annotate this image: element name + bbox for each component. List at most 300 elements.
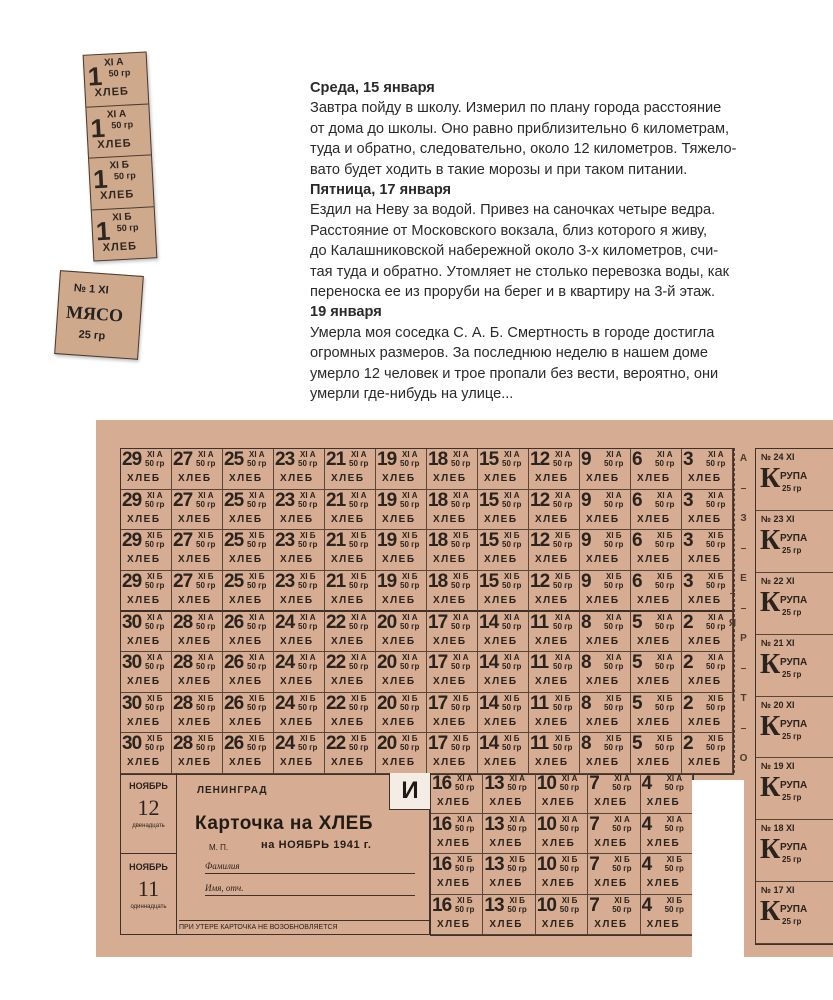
coupon-number: 15 <box>479 530 499 552</box>
coupon-number: 18 <box>428 530 448 552</box>
bread-coupon <box>588 895 640 936</box>
coupon-mark: XI Б <box>606 693 622 703</box>
coupon-mark: XI А <box>708 450 724 459</box>
coupon-number: 23 <box>275 530 295 552</box>
coupon-word: ХЛЕБ <box>535 513 569 525</box>
coupon-mark: XI Б <box>453 734 469 744</box>
coupon-grams: 50 гр <box>612 783 632 792</box>
coupon-number: 22 <box>326 652 346 674</box>
coupon-word: ХЛЕБ <box>229 473 263 484</box>
cereal-coupon-initial: К <box>760 710 781 742</box>
bread-coupon <box>427 530 478 571</box>
coupon-grams: 50 гр <box>706 702 726 712</box>
coupon-number: 12 <box>530 449 550 470</box>
coupon-number: 21 <box>326 449 346 470</box>
coupon-number: 1 <box>95 215 112 246</box>
coupon-mark: XI А <box>504 653 520 663</box>
coupon-grams: 50 гр <box>400 459 420 468</box>
coupon-number: 30 <box>122 611 142 633</box>
bread-coupon <box>641 773 693 814</box>
coupon-grams: 50 гр <box>604 702 624 712</box>
bread-coupon <box>529 449 580 490</box>
coupon-number: 10 <box>536 813 556 835</box>
coupon-word: ХЛЕБ <box>586 676 620 688</box>
coupon-word: ХЛЕБ <box>433 757 467 769</box>
cereal-coupon-initial: К <box>760 648 781 680</box>
coupon-word: ХЛЕБ <box>437 797 471 808</box>
coupon-mark: XI А <box>657 653 673 663</box>
coupon-word: ХЛЕБ <box>102 239 138 254</box>
coupon-number: 25 <box>224 570 244 592</box>
coupon-mark: XI А <box>657 612 673 622</box>
cereal-coupon <box>756 511 833 573</box>
coupon-number: 10 <box>536 773 556 794</box>
coupon-mark: XI Б <box>249 693 265 703</box>
bread-coupon <box>223 652 274 693</box>
coupon-number: 15 <box>479 449 499 470</box>
coupon-word: ХЛЕБ <box>382 635 416 647</box>
coupon-number: 29 <box>122 489 142 511</box>
coupon-word: ХЛЕБ <box>688 473 722 484</box>
month-day: 12 <box>137 795 160 820</box>
bread-coupon <box>631 571 682 612</box>
coupon-mark: XI Б <box>249 571 265 581</box>
bread-coupon <box>641 895 693 936</box>
coupon-word: ХЛЕБ <box>433 554 467 566</box>
coupon-number: 4 <box>641 854 652 875</box>
coupon-grams: 50 гр <box>559 823 580 833</box>
coupon-word: ХЛЕБ <box>484 594 518 606</box>
coupon-number: 12 <box>530 489 550 511</box>
coupon-word: ХЛЕБ <box>127 473 161 484</box>
bread-coupon <box>376 530 427 571</box>
bread-coupon <box>478 693 529 734</box>
cereal-coupon-grams: 25 гр <box>782 855 802 865</box>
bread-coupon <box>631 652 682 693</box>
coupon-number: 8 <box>581 652 591 674</box>
coupon-grams: 50 гр <box>612 904 632 914</box>
coupon-word: ХЛЕБ <box>94 85 130 100</box>
coupon-word: ХЛЕБ <box>637 473 671 484</box>
cereal-coupon-initial: К <box>760 586 781 618</box>
coupon-mark: XI А <box>198 450 214 459</box>
coupon-mark: XI А <box>555 490 571 500</box>
coupon-word: ХЛЕБ <box>178 554 212 566</box>
coupon-word: ХЛЕБ <box>688 757 722 769</box>
coupon-number: 10 <box>536 854 556 875</box>
coupon-number: 12 <box>530 570 550 592</box>
coupon-grams: 50 гр <box>349 702 369 712</box>
coupon-number: 13 <box>484 813 504 835</box>
coupon-grams: 50 гр <box>553 702 573 712</box>
coupon-grams: 50 гр <box>604 540 624 550</box>
coupon-number: 4 <box>641 773 652 794</box>
coupon-number: 5 <box>632 652 642 674</box>
coupon-grams: 50 гр <box>298 621 318 631</box>
bread-ration-card <box>96 420 833 957</box>
cereal-coupon-word: РУПА <box>780 656 808 668</box>
coupon-number: 28 <box>173 733 193 755</box>
coupon-grams: 50 гр <box>400 540 420 550</box>
coupon-number: 30 <box>122 692 142 714</box>
coupon-grams: 50 гр <box>145 662 165 672</box>
cereal-coupon-grams: 25 гр <box>782 607 802 617</box>
cereal-coupon-initial: К <box>760 463 781 494</box>
coupon-mark: XI А <box>402 653 418 663</box>
coupon-number: 21 <box>326 530 346 552</box>
meat-coupon-number: № 1 XI <box>73 282 110 297</box>
coupon-word: ХЛЕБ <box>489 878 523 889</box>
coupon-grams: 50 гр <box>455 783 475 792</box>
coupon-word: ХЛЕБ <box>433 676 467 688</box>
cereal-coupon-word: РУПА <box>780 842 808 854</box>
coupon-word: ХЛЕБ <box>229 757 263 769</box>
coupon-grams: 50 гр <box>451 743 471 753</box>
coupon-word: ХЛЕБ <box>178 676 212 688</box>
coupon-number: 27 <box>173 449 193 470</box>
coupon-word: ХЛЕБ <box>382 757 416 769</box>
coupon-grams: 50 гр <box>664 904 684 914</box>
coupon-grid-lower <box>430 773 694 936</box>
bread-coupon <box>631 612 682 653</box>
coupon-grams: 50 гр <box>298 743 318 753</box>
coupon-word: ХЛЕБ <box>382 676 416 688</box>
bread-coupon <box>172 652 223 693</box>
coupon-mark: XI Б <box>198 571 214 581</box>
coupon-word: ХЛЕБ <box>437 918 471 930</box>
coupon-mark: XI Б <box>147 571 163 581</box>
coupon-word: ХЛЕБ <box>586 716 620 728</box>
coupon-number: 7 <box>589 894 599 916</box>
coupon-word: ХЛЕБ <box>688 594 722 606</box>
bread-coupon <box>274 490 325 531</box>
coupon-word: ХЛЕБ <box>280 554 314 566</box>
coupon-word: ХЛЕБ <box>484 513 518 525</box>
coupon-mark: XI А <box>351 490 367 500</box>
coupon-word: ХЛЕБ <box>229 554 263 566</box>
entry-line: Ездил на Неву за водой. Привез на саночках четыре ведра. <box>310 202 716 219</box>
coupon-grams: 50 гр <box>196 459 216 468</box>
coupon-number: 26 <box>224 733 244 755</box>
coupon-word: ХЛЕБ <box>280 716 314 728</box>
coupon-word: ХЛЕБ <box>535 676 569 688</box>
coupon-grams: 50 гр <box>502 580 522 590</box>
coupon-grams: 50 гр <box>108 67 131 79</box>
coupon-number: 6 <box>632 530 642 552</box>
coupon-mark: XI А <box>614 814 630 824</box>
coupon-mark: XI Б <box>402 693 418 703</box>
coupon-word: ХЛЕБ <box>586 513 620 525</box>
entry-line: умерли где-нибудь на улице... <box>310 386 514 403</box>
coupon-number: 30 <box>122 652 142 674</box>
coupon-word: ХЛЕБ <box>127 676 161 688</box>
coupon-mark: XI Б <box>351 531 367 541</box>
coupon-grams: 50 гр <box>507 904 527 914</box>
coupon-number: 12 <box>530 530 550 552</box>
coupon-mark: XI Б <box>453 571 469 581</box>
coupon-mark: XI А <box>708 612 724 622</box>
coupon-grams: 50 гр <box>145 743 165 753</box>
coupon-grams: 50 гр <box>664 864 684 873</box>
coupon-mark: XI А <box>555 612 571 622</box>
bread-coupon <box>223 449 274 490</box>
coupon-number: 11 <box>530 733 549 755</box>
coupon-mark: XI Б <box>198 693 214 703</box>
cereal-coupon-grams: 25 гр <box>782 669 802 679</box>
coupon-grams: 50 гр <box>451 702 471 712</box>
bread-coupon <box>641 854 693 895</box>
coupon-mark: XI А <box>402 490 418 500</box>
stamp-place: М. П. <box>209 843 229 852</box>
coupon-mark: XI А <box>402 612 418 622</box>
coupon-grams: 50 гр <box>298 702 318 712</box>
coupon-grams: 50 гр <box>604 743 624 753</box>
bread-coupon <box>478 449 529 490</box>
coupon-mark: XI Б <box>708 693 724 703</box>
bread-coupon <box>274 733 325 774</box>
coupon-number: 18 <box>428 489 448 511</box>
coupon-grams: 50 гр <box>502 662 522 672</box>
coupon-grams: 50 гр <box>655 743 675 753</box>
coupon-mark: XI А <box>606 490 622 500</box>
bread-coupon <box>529 693 580 734</box>
coupon-grams: 50 гр <box>349 621 369 631</box>
coupon-grams: 50 гр <box>400 702 420 712</box>
coupon-grams: 50 гр <box>145 702 165 712</box>
coupon-number: 9 <box>581 489 591 511</box>
coupon-grams: 50 гр <box>400 743 420 753</box>
coupon-number: 19 <box>377 489 397 511</box>
coupon-grams: 50 гр <box>111 118 134 130</box>
cereal-coupon-grams: 25 гр <box>782 917 802 927</box>
coupon-mark: XI А <box>106 108 127 121</box>
coupon-number: 29 <box>122 570 142 592</box>
bread-coupon <box>172 733 223 774</box>
bread-coupon <box>631 490 682 531</box>
meat-coupon-word: МЯСО <box>65 301 124 326</box>
coupon-number: 9 <box>581 449 591 470</box>
cereal-coupon-number: № 18 XI <box>761 823 795 834</box>
coupon-number: 24 <box>275 733 295 755</box>
coupon-number: 26 <box>224 652 244 674</box>
coupon-grams: 50 гр <box>655 459 675 468</box>
cereal-coupon-grams: 25 гр <box>782 545 802 555</box>
coupon-word: ХЛЕБ <box>535 594 569 606</box>
coupon-number: 2 <box>683 692 693 714</box>
coupon-grams: 50 гр <box>502 702 522 712</box>
coupon-mark: XI Б <box>614 895 630 905</box>
cereal-coupon-word: РУПА <box>780 532 808 544</box>
coupon-mark: XI А <box>504 490 520 500</box>
bread-coupon <box>529 490 580 531</box>
diary-text <box>310 78 776 405</box>
bread-coupon <box>580 530 631 571</box>
coupon-mark: XI А <box>300 653 316 663</box>
cereal-coupon <box>756 820 833 882</box>
bread-coupon <box>478 612 529 653</box>
coupon-word: ХЛЕБ <box>637 513 671 525</box>
coupon-word: ХЛЕБ <box>484 473 518 484</box>
coupon-grid-main <box>120 448 734 775</box>
coupon-number: 14 <box>479 692 499 714</box>
loose-bread-coupon <box>92 207 157 261</box>
coupon-mark: XI А <box>351 450 367 459</box>
bread-coupon <box>431 854 483 895</box>
bread-coupon <box>121 652 172 693</box>
coupon-number: 22 <box>326 733 346 755</box>
bread-coupon <box>478 490 529 531</box>
coupon-mark: XI А <box>504 612 520 622</box>
coupon-word: ХЛЕБ <box>99 188 135 203</box>
coupon-word: ХЛЕБ <box>484 757 518 769</box>
cereal-coupon-initial: К <box>760 772 781 804</box>
coupon-mark: XI Б <box>402 571 418 581</box>
coupon-word: ХЛЕБ <box>382 554 416 566</box>
coupon-word: ХЛЕБ <box>178 635 212 647</box>
coupon-mark: XI Б <box>708 531 724 541</box>
coupon-grams: 50 гр <box>559 783 580 792</box>
coupon-mark: XI Б <box>457 895 473 905</box>
month-day: 11 <box>137 875 160 901</box>
coupon-number: 9 <box>581 570 591 592</box>
coupon-grams: 50 гр <box>298 580 318 590</box>
bread-coupon <box>427 449 478 490</box>
coupon-grams: 50 гр <box>196 580 216 590</box>
coupon-word: ХЛЕБ <box>535 635 569 647</box>
coupon-number: 8 <box>581 733 591 755</box>
bread-coupon <box>529 530 580 571</box>
coupon-mark: XI А <box>555 653 571 663</box>
coupon-number: 25 <box>224 530 244 552</box>
coupon-word: ХЛЕБ <box>484 554 518 566</box>
coupon-grams: 50 гр <box>145 499 165 509</box>
coupon-number: 27 <box>173 570 193 592</box>
coupon-grams: 50 гр <box>145 540 165 550</box>
coupon-mark: XI А <box>504 450 520 459</box>
coupon-mark: XI Б <box>402 531 418 541</box>
surname-field: Фамилия <box>205 861 415 874</box>
coupon-mark: XI Б <box>509 895 525 905</box>
coupon-mark: XI Б <box>249 531 265 541</box>
bread-coupon <box>223 693 274 734</box>
coupon-mark: XI Б <box>147 693 163 703</box>
coupon-word: ХЛЕБ <box>331 513 365 525</box>
coupon-grams: 50 гр <box>400 662 420 672</box>
coupon-number: 27 <box>173 530 193 552</box>
bread-coupon <box>121 490 172 531</box>
coupon-mark: XI А <box>509 814 525 824</box>
bread-coupon <box>529 571 580 612</box>
bread-coupon <box>427 652 478 693</box>
cereal-coupon-number: № 23 XI <box>761 513 795 524</box>
entry-date: 19 января <box>310 304 382 321</box>
coupon-word: ХЛЕБ <box>280 594 314 606</box>
bread-coupon <box>580 490 631 531</box>
bread-coupon <box>536 895 588 936</box>
coupon-mark: XI Б <box>198 734 214 744</box>
bread-coupon <box>529 652 580 693</box>
cereal-coupon <box>756 635 833 697</box>
coupon-grams: 50 гр <box>113 170 137 182</box>
coupon-number: 14 <box>479 611 499 633</box>
coupon-word: ХЛЕБ <box>646 878 681 889</box>
coupon-mark: XI Б <box>300 531 316 541</box>
cereal-coupon <box>756 758 833 820</box>
bread-coupon <box>172 571 223 612</box>
coupon-word: ХЛЕБ <box>229 594 263 606</box>
coupon-word: ХЛЕБ <box>594 918 628 930</box>
coupon-grams: 50 гр <box>247 702 267 712</box>
coupon-number: 17 <box>428 652 448 674</box>
cereal-coupon-number: № 20 XI <box>761 699 795 710</box>
bread-coupon <box>427 612 478 653</box>
coupon-word: ХЛЕБ <box>688 716 722 728</box>
coupon-mark: XI Б <box>606 734 622 744</box>
bread-coupon <box>682 449 733 490</box>
cereal-coupon-initial: К <box>760 896 781 928</box>
bread-coupon <box>536 814 588 855</box>
bread-coupon <box>274 652 325 693</box>
coupon-word: ХЛЕБ <box>433 513 467 525</box>
coupon-grams: 50 гр <box>349 540 369 550</box>
bread-coupon <box>325 449 376 490</box>
coupon-word: ХЛЕБ <box>437 878 471 889</box>
coupon-grams: 50 гр <box>247 580 267 590</box>
coupon-number: 19 <box>377 449 397 470</box>
coupon-word: ХЛЕБ <box>127 716 161 728</box>
coupon-word: ХЛЕБ <box>331 757 365 769</box>
coupon-number: 17 <box>428 692 448 714</box>
coupon-mark: XI Б <box>351 571 367 581</box>
cereal-coupon-word: РУПА <box>780 594 808 606</box>
coupon-mark: XI Б <box>351 693 367 703</box>
coupon-word: ХЛЕБ <box>127 594 161 606</box>
bread-coupon <box>325 612 376 653</box>
bread-coupon <box>121 571 172 612</box>
bread-coupon <box>682 530 733 571</box>
bread-coupon <box>580 449 631 490</box>
bread-coupon <box>223 612 274 653</box>
coupon-mark: XI Б <box>109 159 130 172</box>
loose-bread-coupon <box>84 53 149 108</box>
vertical-tear-text: А – З – Е – Р – Т – О – Я <box>734 448 749 773</box>
coupon-word: ХЛЕБ <box>541 878 576 889</box>
coupon-word: ХЛЕБ <box>535 473 569 484</box>
coupon-number: 10 <box>536 894 556 916</box>
loose-bread-coupon <box>86 104 151 159</box>
coupon-word: ХЛЕБ <box>646 837 681 849</box>
coupon-word: ХЛЕБ <box>178 473 212 484</box>
bread-coupon <box>682 612 733 653</box>
bread-coupon <box>274 571 325 612</box>
coupon-word: ХЛЕБ <box>586 594 620 606</box>
coupon-mark: XI Б <box>657 571 673 581</box>
bread-coupon <box>580 571 631 612</box>
coupon-grams: 50 гр <box>604 580 624 590</box>
coupon-number: 5 <box>632 611 642 633</box>
cereal-coupon-grams: 25 гр <box>782 484 802 493</box>
coupon-mark: XI А <box>657 490 673 500</box>
coupon-word: ХЛЕБ <box>127 513 161 525</box>
bread-coupon <box>274 612 325 653</box>
coupon-number: 28 <box>173 611 193 633</box>
bread-coupon <box>631 530 682 571</box>
coupon-grams: 50 гр <box>612 864 632 873</box>
coupon-number: 6 <box>632 489 642 511</box>
month-label: НОЯБРЬ <box>129 781 168 791</box>
cereal-coupon-word: РУПА <box>780 780 808 792</box>
coupon-number: 14 <box>479 652 499 674</box>
